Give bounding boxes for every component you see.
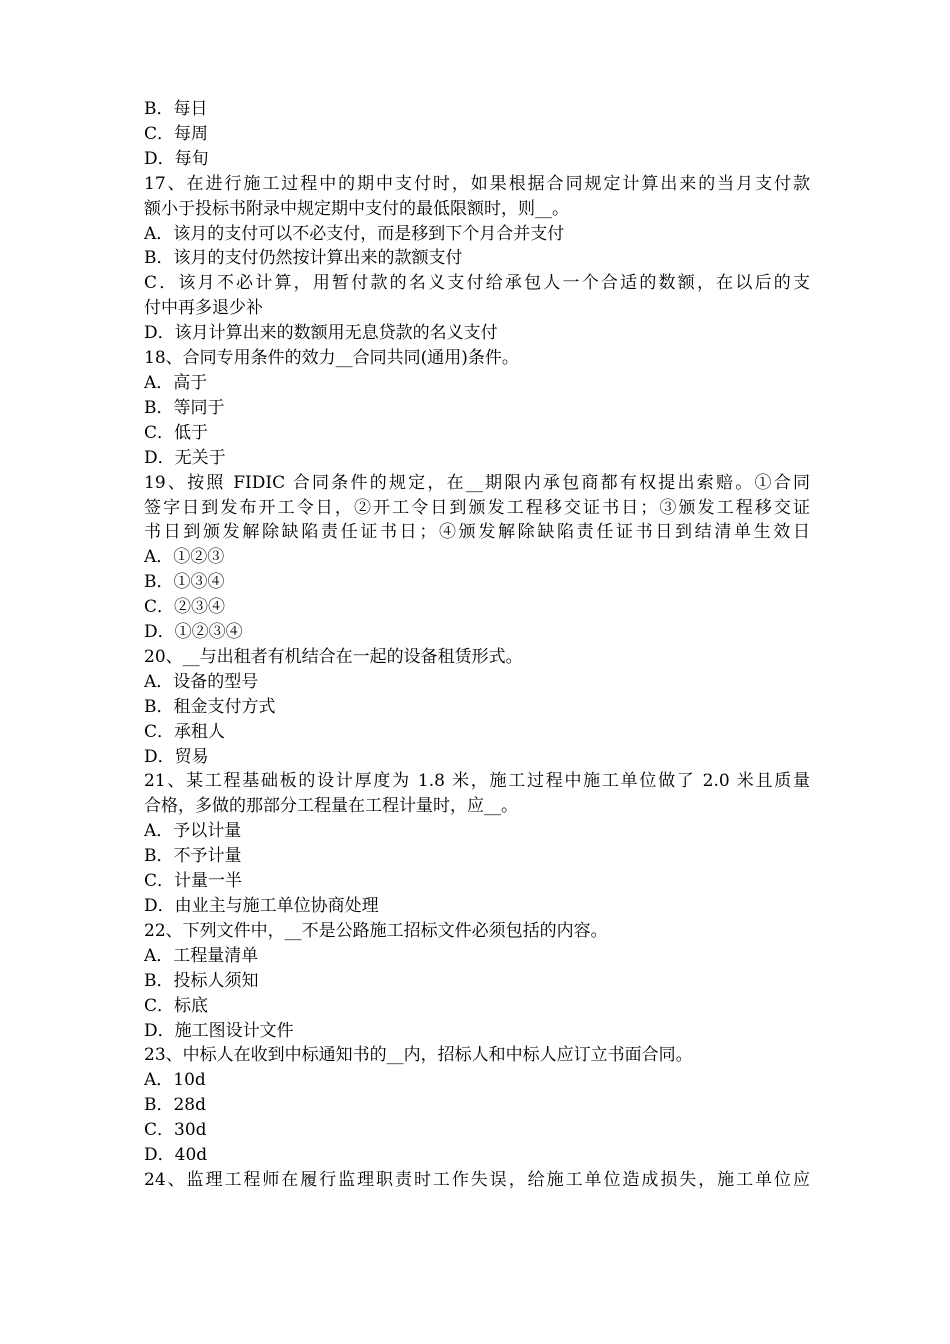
text-line: A．①②③ xyxy=(144,547,225,568)
text-line: A．工程量清单 xyxy=(144,945,259,966)
text-line: C．承租人 xyxy=(144,721,226,742)
text-line: 24、监理工程师在履行监理职责时工作失误，给施工单位造成损失，施工单位应 xyxy=(144,1169,810,1190)
text-line: 22、下列文件中，__不是公路施工招标文件必须包括的内容。 xyxy=(144,920,608,941)
document-body xyxy=(144,97,810,1193)
text-line: C．该月不必计算，用暂付款的名义支付给承包人一个合适的数额，在以后的支 xyxy=(144,273,810,294)
text-line: C．每周 xyxy=(144,123,209,144)
text-line: B．不予计量 xyxy=(144,846,242,867)
text-line: 21、某工程基础板的设计厚度为 1.8 米，施工过程中施工单位做了 2.0 米且质量 xyxy=(144,771,810,792)
text-line: B．投标人须知 xyxy=(144,970,259,991)
text-line: D．该月计算出来的数额用无息贷款的名义支付 xyxy=(144,323,498,344)
text-line: C．计量一半 xyxy=(144,871,243,892)
text-line: 书日到颁发解除缺陷责任证书日；④颁发解除缺陷责任证书日到结清单生效日 xyxy=(144,522,810,543)
text-line: 额小于投标书附录中规定期中支付的最低限额时，则__。 xyxy=(144,198,569,219)
text-line: C．30d xyxy=(144,1120,207,1141)
text-line: A．10d xyxy=(144,1070,206,1091)
text-line: B．①③④ xyxy=(144,572,225,593)
text-line: B．租金支付方式 xyxy=(144,696,276,717)
text-line: D．贸易 xyxy=(144,746,209,767)
text-line: 18、合同专用条件的效力__合同共同(通用)条件。 xyxy=(144,348,519,369)
text-line: D．①②③④ xyxy=(144,622,243,643)
text-line: 付中再多退少补 xyxy=(144,298,263,319)
text-line: 20、__与出租者有机结合在一起的设备租赁形式。 xyxy=(144,646,523,667)
text-line: C．②③④ xyxy=(144,597,226,618)
text-line: 17、在进行施工过程中的期中支付时，如果根据合同规定计算出来的当月支付款 xyxy=(144,173,810,194)
text-line: D．由业主与施工单位协商处理 xyxy=(144,896,379,916)
text-line: D．无关于 xyxy=(144,447,226,468)
text-line: D．每旬 xyxy=(144,148,209,169)
text-line: B．28d xyxy=(144,1095,207,1116)
text-line: A．该月的支付可以不必支付，而是移到下个月合并支付 xyxy=(144,223,565,244)
text-line: B．该月的支付仍然按计算出来的款额支付 xyxy=(144,248,463,269)
text-line: B．每日 xyxy=(144,99,208,119)
text-line: 合格，多做的那部分工程量在工程计量时，应__。 xyxy=(144,796,518,817)
text-line: 19、按照 FIDIC 合同条件的规定，在__期限内承包商都有权提出索赔。①合同 xyxy=(144,472,810,493)
text-line: A．予以计量 xyxy=(144,821,242,842)
text-line: A．设备的型号 xyxy=(144,671,259,692)
text-line: D．40d xyxy=(144,1145,208,1166)
text-line: C．低于 xyxy=(144,422,209,443)
text-line: B．等同于 xyxy=(144,397,225,418)
text-line: 签字日到发布开工令日，②开工令日到颁发工程移交证书日；③颁发工程移交证 xyxy=(144,497,810,518)
text-line: A．高于 xyxy=(144,372,208,393)
text-line: C．标底 xyxy=(144,995,209,1016)
text-line: D．施工图设计文件 xyxy=(144,1020,294,1041)
text-line: 23、中标人在收到中标通知书的__内，招标人和中标人应订立书面合同。 xyxy=(144,1045,693,1066)
